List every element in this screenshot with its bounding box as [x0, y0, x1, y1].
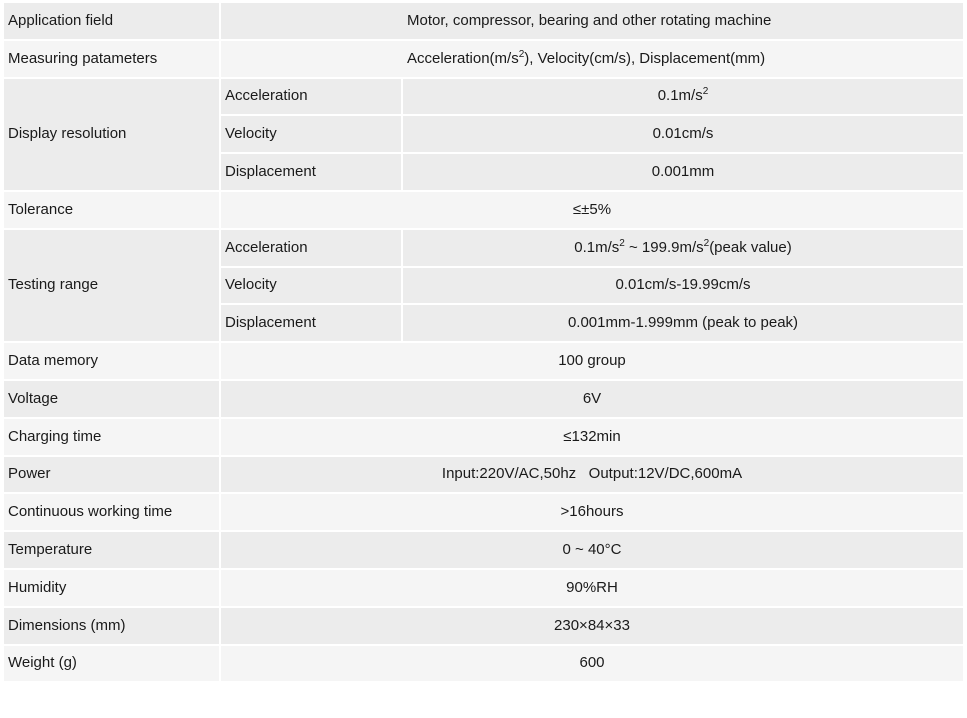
row-value: 6V: [221, 381, 963, 417]
row-value: 90%RH: [221, 570, 963, 606]
table-row: [4, 419, 963, 455]
row-label: Weight (g): [4, 646, 219, 682]
sub-label: Acceleration: [221, 230, 401, 266]
row-label: Data memory: [4, 343, 219, 379]
table-row: [4, 457, 963, 493]
row-label: Humidity: [4, 570, 219, 606]
row-label: Measuring patameters: [4, 41, 219, 77]
table-row: [4, 79, 963, 115]
table-row: [4, 532, 963, 568]
row-label: Testing range: [4, 230, 219, 341]
row-value: 600: [221, 646, 963, 682]
row-label: Charging time: [4, 419, 219, 455]
table-row: [4, 343, 963, 379]
row-label: Application field: [4, 3, 219, 39]
spec-table: [2, 1, 965, 683]
sub-label: Velocity: [221, 116, 401, 152]
row-value: 0 ~ 40°C: [221, 532, 963, 568]
table-row: [4, 608, 963, 644]
sub-label: Velocity: [221, 268, 401, 304]
row-label: Display resolution: [4, 79, 219, 190]
row-value: ≤±5%: [221, 192, 963, 228]
table-row: [4, 41, 963, 77]
table-row: [4, 494, 963, 530]
row-label: Voltage: [4, 381, 219, 417]
table-row: [4, 192, 963, 228]
row-value: 0.01cm/s-19.99cm/s: [403, 268, 963, 304]
row-value: Motor, compressor, bearing and other rotating machine: [221, 3, 963, 39]
row-value: $0.1m/s^2$: [403, 79, 963, 115]
row-value: 230×84×33: [221, 608, 963, 644]
table-row: [4, 230, 963, 266]
row-value: 0.001mm-1.999mm (peak to peak): [403, 305, 963, 341]
row-label: Tolerance: [4, 192, 219, 228]
sub-label: Acceleration: [221, 79, 401, 115]
table-row: [4, 3, 963, 39]
row-label: Power: [4, 457, 219, 493]
table-row: [4, 646, 963, 682]
row-value: 0.01cm/s: [403, 116, 963, 152]
table-row: [4, 381, 963, 417]
sub-label: Displacement: [221, 154, 401, 190]
row-value: 0.001mm: [403, 154, 963, 190]
row-value: >16hours: [221, 494, 963, 530]
row-value: Input:220V/AC,50hz Output:12V/DC,600mA: [221, 457, 963, 493]
row-label: Continuous working time: [4, 494, 219, 530]
sub-label: Displacement: [221, 305, 401, 341]
row-value: ≤132min: [221, 419, 963, 455]
row-value: 100 group: [221, 343, 963, 379]
row-value: $Acceleration(m/s^2)$, Velocity(cm/s), Displacement(mm): [221, 41, 963, 77]
row-label: Temperature: [4, 532, 219, 568]
table-row: [4, 570, 963, 606]
row-value: $0.1m/s^2$ ~ $199.9m/s^2(peak$ value): [403, 230, 963, 266]
row-label: Dimensions (mm): [4, 608, 219, 644]
